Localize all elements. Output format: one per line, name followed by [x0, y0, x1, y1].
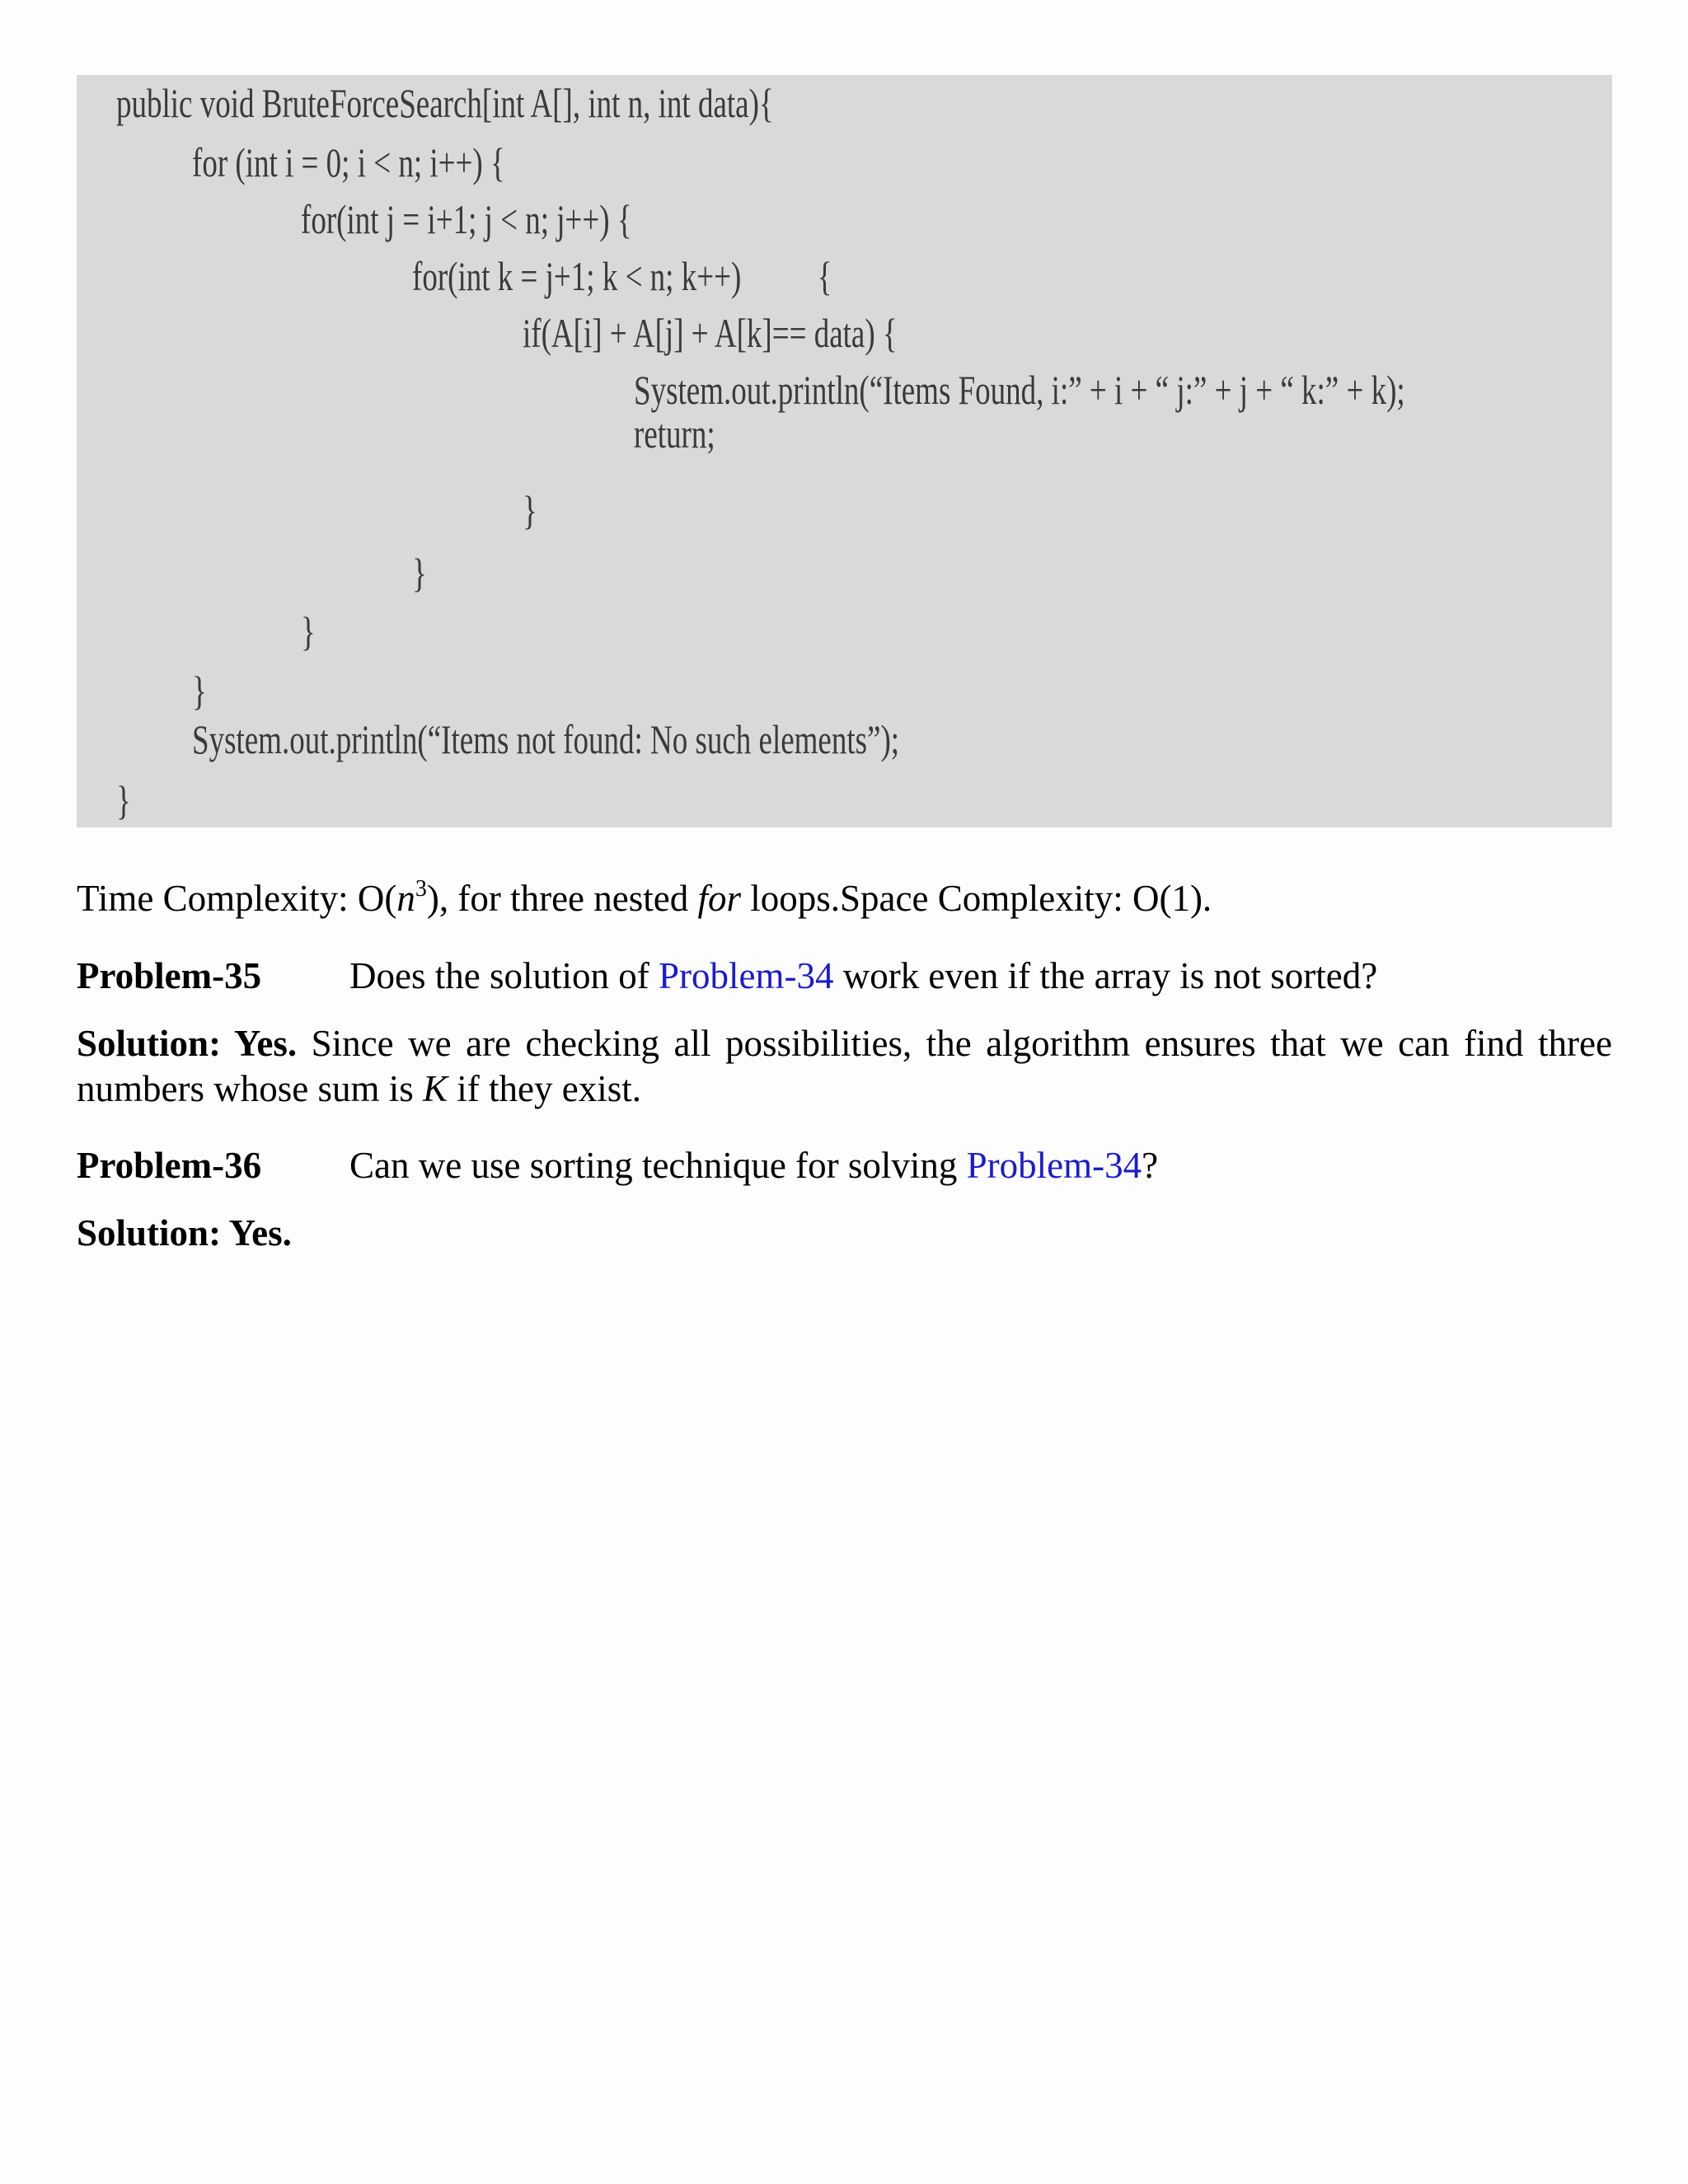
code-line: if(A[i] + A[j] + A[k]== data) { — [523, 310, 898, 356]
solution-label: Solution: Yes. — [77, 1023, 298, 1064]
code-line: } — [523, 487, 537, 533]
solution-36 — [77, 1211, 1612, 1256]
code-line: } — [301, 608, 316, 654]
solution-label: Solution: Yes. — [77, 1212, 292, 1254]
solution-35: Solution: Yes. Since we are checking all possibilities, the algorithm ensures that we can find three numbers whose sum is K if they exist. — [77, 1023, 1612, 1109]
code-line: } — [192, 668, 207, 714]
code-line: System.out.println(“Items Found, i:” + i + “ j:” + j + “ k:” + k); — [634, 367, 1405, 413]
problem-35: Problem-35 Does the solution of Problem-34 work even if the array is not sorted? — [77, 954, 1612, 999]
code-line: for(int j = i+1; j < n; j++) { — [301, 196, 632, 242]
problem-34-link[interactable]: Problem-34 — [658, 955, 834, 996]
code-line: public void BruteForceSearch[int A[], int n, int data){ — [116, 80, 774, 126]
complexity-statement: Time Complexity: $O(n^3)$, for three nested for loops.Space Complexity: O(1). — [77, 876, 1212, 919]
problem-36: Problem-36 Can we use sorting technique for solving Problem-34? — [77, 1143, 1612, 1188]
code-line: } — [116, 777, 131, 823]
code-block — [77, 75, 1612, 827]
code-line: } — [412, 550, 427, 596]
code-line: System.out.println(“Items not found: No such elements”); — [192, 716, 900, 762]
problem-34-link[interactable]: Problem-34 — [966, 1145, 1142, 1186]
problem-label: Problem-35 — [77, 955, 262, 996]
code-line: for(int k = j+1; k < n; k++) { — [412, 253, 832, 299]
code-line: return; — [634, 410, 715, 457]
code-line: for (int i = 0; i < n; i++) { — [192, 139, 505, 185]
problem-label: Problem-36 — [77, 1145, 262, 1186]
